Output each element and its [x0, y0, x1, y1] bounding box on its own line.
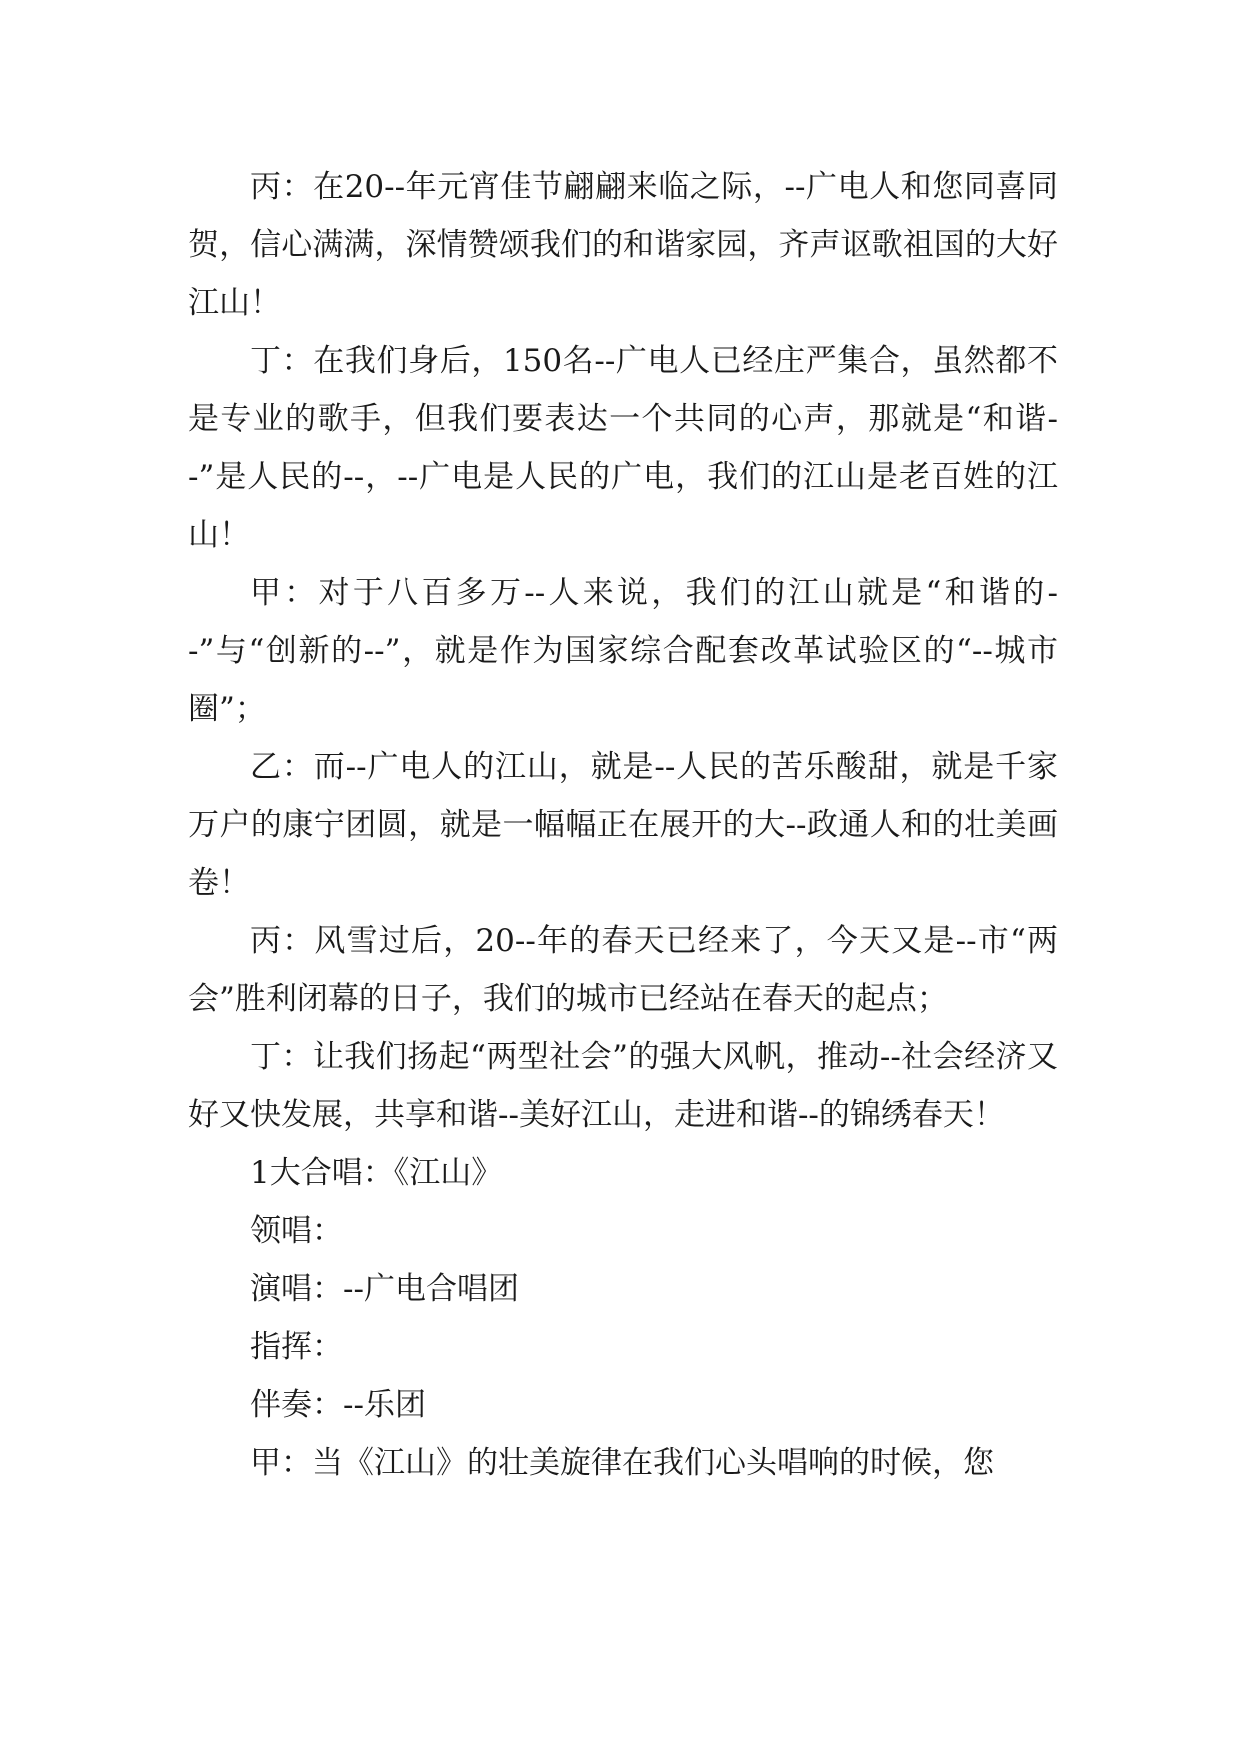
paragraph-ding-sail: 丁：让我们扬起“两型社会”的强大风帆，推动--社会经济又好又快发展，共享和谐--美好江山，走进和谐--的锦绣春天！: [188, 1039, 1058, 1133]
document-body: [188, 158, 1058, 1492]
program-conductor: 指挥：: [250, 1329, 343, 1365]
paragraph-ding-150-members: 丁：在我们身后，150名--广电人已经庄严集合，虽然都不是专业的歌手，但我们要表达一个共同的心声，那就是“和谐--”是人民的--，--广电是人民的广电，我们的江山是老百姓的江山！: [188, 343, 1058, 553]
program-performer: 演唱：--广电合唱团: [250, 1271, 519, 1307]
program-accompaniment: 伴奏：--乐团: [250, 1387, 426, 1423]
paragraph-jia-melody: 甲：当《江山》的壮美旋律在我们心头唱响的时候，您: [250, 1445, 994, 1481]
program-title: 1大合唱：《江山》: [250, 1155, 503, 1191]
program-lead-singer: 领唱：: [250, 1213, 343, 1249]
paragraph-bing-opening: 丙：在20--年元宵佳节翩翩来临之际，--广电人和您同喜同贺，信心满满，深情赞颂我们的和谐家园，齐声讴歌祖国的大好江山！: [188, 169, 1058, 321]
paragraph-bing-spring: 丙：风雪过后，20--年的春天已经来了，今天又是--市“两会”胜利闭幕的日子，我们的城市已经站在春天的起点；: [188, 923, 1058, 1017]
paragraph-jia-jiangshan: 甲：对于八百多万--人来说，我们的江山就是“和谐的--”与“创新的--”，就是作为国家综合配套改革试验区的“--城市圈”；: [188, 575, 1058, 727]
paragraph-yi-guangdian: 乙：而--广电人的江山，就是--人民的苦乐酸甜，就是千家万户的康宁团圆，就是一幅幅正在展开的大--政通人和的壮美画卷！: [188, 749, 1058, 901]
